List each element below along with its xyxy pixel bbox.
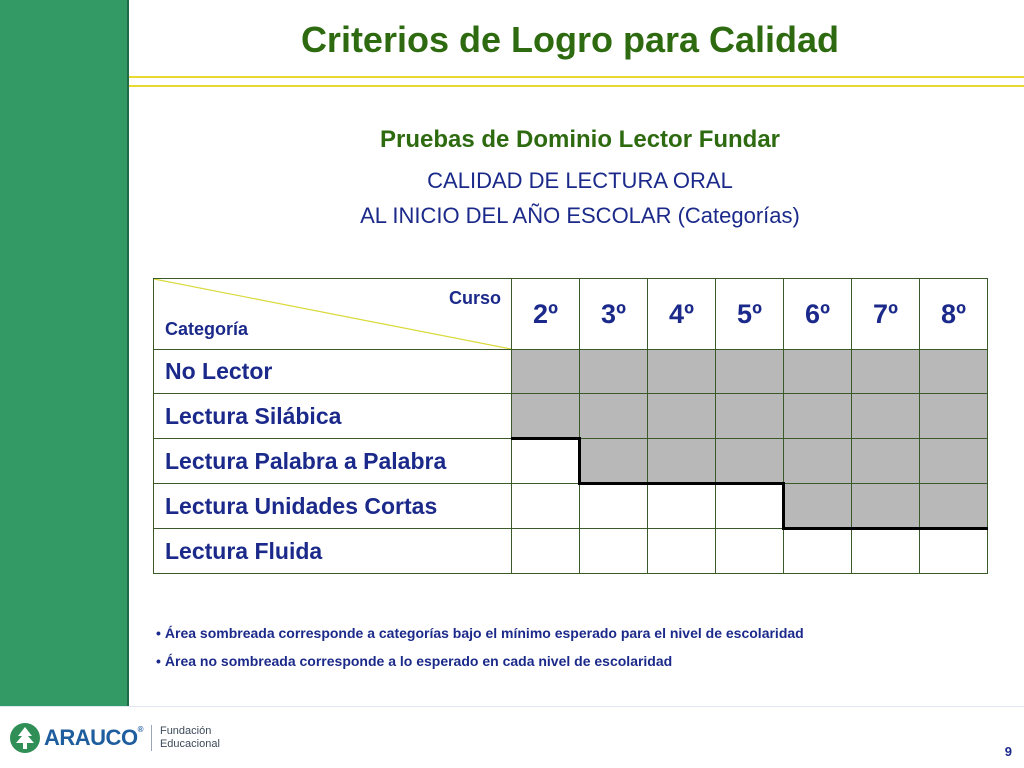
bullet-icon: • (156, 653, 161, 669)
grade-cell (784, 529, 852, 574)
grade-header: 3º (580, 279, 648, 350)
grade-cell (580, 394, 648, 439)
grade-cell (716, 439, 784, 484)
grade-cell (512, 529, 580, 574)
grade-cell (716, 350, 784, 394)
grade-header: 5º (716, 279, 784, 350)
logo-org-line-1: Fundación (159, 725, 212, 737)
grade-header: 7º (852, 279, 920, 350)
slide-title: Criterios de Logro para Calidad (300, 19, 840, 60)
grade-cell (648, 484, 716, 529)
page-number: 9 (1004, 744, 1012, 759)
note-item (156, 622, 996, 650)
notes-list (156, 622, 996, 678)
note-text: Área no sombreada corresponde a lo esperado en cada nivel de escolaridad (164, 653, 673, 669)
grade-cell (580, 350, 648, 394)
table-row (154, 484, 988, 529)
grade-cell (920, 439, 988, 484)
logo-separator (151, 725, 152, 751)
subtitle: Pruebas de Dominio Lector Fundar (379, 126, 781, 153)
grade-cell (648, 350, 716, 394)
grade-cell (852, 394, 920, 439)
grade-cell (580, 484, 648, 529)
grade-cell (852, 484, 920, 529)
grade-header: 6º (784, 279, 852, 350)
logo-reg-mark: ® (137, 725, 143, 734)
grade-cell (784, 484, 852, 529)
grade-cell (512, 394, 580, 439)
grade-cell (648, 439, 716, 484)
title-rule-top (129, 76, 1024, 78)
grade-cell (784, 350, 852, 394)
category-label: Lectura Unidades Cortas (154, 484, 512, 529)
grade-cell (648, 394, 716, 439)
subtitle-line-3: AL INICIO DEL AÑO ESCOLAR (Categorías) (360, 203, 800, 228)
grade-cell (512, 484, 580, 529)
logo-org (160, 725, 220, 751)
note-item (156, 650, 996, 678)
grade-header: 8º (920, 279, 988, 350)
corner-curso-label: Curso (448, 288, 501, 308)
grade-cell (716, 484, 784, 529)
grade-cell (648, 529, 716, 574)
footer-divider (0, 706, 1024, 707)
grade-cell (920, 484, 988, 529)
corner-categoria-label: Categoría (165, 319, 249, 339)
table-row (154, 439, 988, 484)
grade-cell (852, 439, 920, 484)
grade-header: 4º (648, 279, 716, 350)
table-row (154, 394, 988, 439)
tree-icon (10, 723, 40, 753)
table-row (154, 529, 988, 574)
grade-cell (920, 394, 988, 439)
corner-cell (154, 279, 512, 350)
category-label: No Lector (154, 350, 512, 394)
left-sidebar (0, 0, 129, 706)
logo-brand-text: ARAUCO (44, 725, 138, 750)
category-label: Lectura Silábica (154, 394, 512, 439)
grade-cell (512, 350, 580, 394)
logo-org-line-2: Educacional (159, 738, 220, 750)
grade-cell (784, 394, 852, 439)
title-rule-bottom (129, 85, 1024, 87)
criteria-table (153, 278, 988, 574)
grade-cell (580, 529, 648, 574)
subtitle-line-2: CALIDAD DE LECTURA ORAL (427, 168, 733, 193)
grade-cell (920, 350, 988, 394)
grade-cell (512, 439, 580, 484)
grade-cell (784, 439, 852, 484)
bullet-icon: • (156, 625, 161, 641)
table-row (154, 350, 988, 394)
grade-header: 2º (512, 279, 580, 350)
grade-cell (852, 350, 920, 394)
grade-cell (580, 439, 648, 484)
category-label: Lectura Palabra a Palabra (154, 439, 512, 484)
note-text: Área sombreada corresponde a categorías bajo el mínimo esperado para el nivel de escolaridad (164, 625, 804, 641)
grade-cell (852, 529, 920, 574)
logo-brand (44, 725, 143, 751)
grade-cell (716, 529, 784, 574)
arauco-logo (10, 722, 220, 754)
grade-cell (920, 529, 988, 574)
grade-cell (716, 394, 784, 439)
table-header-row (154, 279, 988, 350)
category-label: Lectura Fluida (154, 529, 512, 574)
